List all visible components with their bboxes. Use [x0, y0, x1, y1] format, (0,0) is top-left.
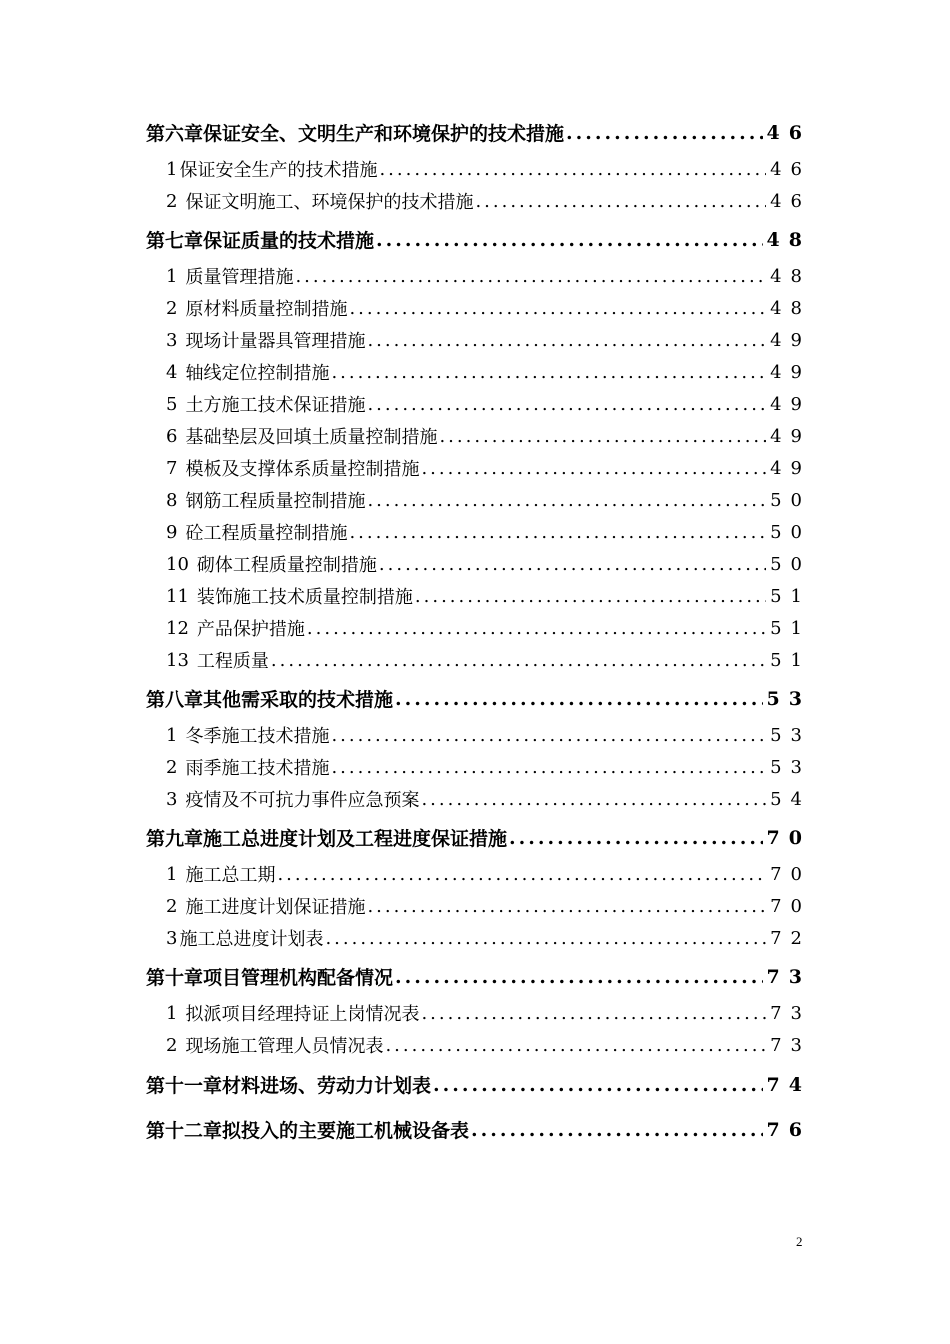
dot-leader	[385, 1035, 766, 1056]
toc-chapter-9[interactable]	[146, 817, 811, 858]
dot-leader	[307, 618, 766, 639]
chapter-page: 76	[766, 1118, 811, 1141]
section-title: 钢筋工程质量控制措施	[185, 491, 366, 512]
section-page: 50	[770, 521, 811, 543]
toc-section[interactable]	[146, 292, 811, 324]
toc-chapter-6[interactable]	[146, 112, 811, 153]
section-number: 7	[166, 457, 178, 479]
dot-leader	[271, 650, 766, 671]
section-number: 3	[166, 788, 178, 810]
section-page: 49	[770, 361, 811, 383]
section-page: 46	[770, 158, 811, 180]
dot-leader	[367, 490, 766, 511]
section-page: 54	[770, 788, 811, 810]
dot-leader	[367, 394, 766, 415]
section-number: 2	[166, 297, 178, 319]
section-number: 5	[166, 393, 178, 415]
toc-chapter-7[interactable]	[146, 219, 811, 260]
section-title: 工程质量	[196, 651, 269, 672]
section-title: 保证安全生产的技术措施	[179, 160, 378, 181]
chapter-title: 施工总进度计划及工程进度保证措施	[203, 828, 508, 850]
chapter-number: 第十一章	[146, 1075, 223, 1097]
toc-section[interactable]	[146, 153, 811, 185]
dot-leader	[395, 688, 763, 710]
toc-section[interactable]	[146, 185, 811, 217]
section-page: 51	[770, 617, 811, 639]
section-number: 1	[166, 863, 178, 885]
toc-section[interactable]	[146, 751, 811, 783]
section-title: 基础垫层及回填土质量控制措施	[185, 427, 438, 448]
section-number: 3	[166, 927, 178, 949]
section-title: 现场计量器具管理措施	[185, 331, 366, 352]
section-number: 1	[166, 158, 178, 180]
dot-leader	[509, 827, 763, 849]
toc-section[interactable]	[146, 644, 811, 676]
section-title: 拟派项目经理持证上岗情况表	[185, 1004, 420, 1025]
chapter-title: 拟投入的主要施工机械设备表	[222, 1120, 470, 1142]
section-page: 50	[770, 489, 811, 511]
dot-leader	[433, 1074, 763, 1096]
toc-section[interactable]	[146, 388, 811, 420]
dot-leader	[376, 229, 763, 251]
section-title: 施工总工期	[185, 865, 276, 886]
table-of-contents	[146, 112, 811, 1151]
section-number: 4	[166, 361, 178, 383]
dot-leader	[566, 122, 763, 144]
section-page: 73	[770, 1002, 811, 1024]
chapter-page: 53	[766, 687, 811, 710]
dot-leader	[295, 266, 766, 287]
toc-section[interactable]	[146, 719, 811, 751]
section-page: 48	[770, 265, 811, 287]
section-title: 雨季施工技术措施	[185, 758, 330, 779]
toc-section[interactable]	[146, 580, 811, 612]
section-title: 土方施工技术保证措施	[185, 395, 366, 416]
dot-leader	[367, 896, 766, 917]
section-page: 49	[770, 393, 811, 415]
section-title: 砼工程质量控制措施	[185, 523, 348, 544]
section-number: 12	[166, 617, 189, 639]
toc-section[interactable]	[146, 452, 811, 484]
section-number: 2	[166, 190, 178, 212]
section-title: 冬季施工技术措施	[185, 726, 330, 747]
chapter-number: 第六章	[146, 123, 204, 145]
toc-section[interactable]	[146, 1029, 811, 1061]
dot-leader	[421, 789, 766, 810]
dot-leader	[475, 191, 766, 212]
section-title: 轴线定位控制措施	[185, 363, 330, 384]
toc-section[interactable]	[146, 548, 811, 580]
dot-leader	[379, 554, 766, 575]
chapter-title: 保证质量的技术措施	[203, 230, 375, 252]
section-number: 6	[166, 425, 178, 447]
toc-section[interactable]	[146, 922, 811, 954]
section-page: 46	[770, 190, 811, 212]
section-title: 施工进度计划保证措施	[185, 897, 366, 918]
toc-chapter-8[interactable]	[146, 678, 811, 719]
section-number: 1	[166, 1002, 178, 1024]
section-title: 产品保护措施	[196, 619, 305, 640]
toc-section[interactable]	[146, 997, 811, 1029]
section-number: 13	[166, 649, 189, 671]
chapter-number: 第十章	[146, 967, 204, 989]
toc-section[interactable]	[146, 890, 811, 922]
chapter-title: 项目管理机构配备情况	[203, 967, 394, 989]
chapter-page: 70	[766, 826, 811, 849]
section-page: 51	[770, 649, 811, 671]
section-title: 疫情及不可抗力事件应急预案	[185, 790, 420, 811]
chapter-title: 材料进场、劳动力计划表	[222, 1075, 432, 1097]
toc-section[interactable]	[146, 356, 811, 388]
section-title: 模板及支撑体系质量控制措施	[185, 459, 420, 480]
dot-leader	[379, 159, 766, 180]
chapter-page: 48	[766, 228, 811, 251]
toc-section[interactable]	[146, 516, 811, 548]
dot-leader	[349, 298, 766, 319]
toc-chapter-12[interactable]	[146, 1108, 811, 1151]
chapter-number: 第九章	[146, 828, 204, 850]
section-number: 1	[166, 724, 178, 746]
dot-leader	[349, 522, 766, 543]
section-number: 2	[166, 1034, 178, 1056]
toc-section[interactable]	[146, 420, 811, 452]
dot-leader	[395, 966, 763, 988]
dot-leader	[421, 458, 766, 479]
dot-leader	[421, 1003, 766, 1024]
toc-chapter-11[interactable]	[146, 1063, 811, 1106]
dot-leader	[331, 725, 766, 746]
chapter-page: 46	[766, 121, 811, 144]
section-number: 9	[166, 521, 178, 543]
page-number: 2	[796, 1234, 803, 1249]
dot-leader	[471, 1119, 763, 1141]
toc-section[interactable]	[146, 484, 811, 516]
chapter-title: 其他需采取的技术措施	[203, 689, 394, 711]
section-number: 10	[166, 553, 189, 575]
section-number: 8	[166, 489, 178, 511]
section-title: 现场施工管理人员情况表	[185, 1036, 384, 1057]
dot-leader	[367, 330, 766, 351]
section-page: 48	[770, 297, 811, 319]
dot-leader	[439, 426, 766, 447]
section-page: 51	[770, 585, 811, 607]
toc-section[interactable]	[146, 324, 811, 356]
chapter-title: 保证安全、文明生产和环境保护的技术措施	[203, 123, 565, 145]
section-title: 原材料质量控制措施	[185, 299, 348, 320]
chapter-number: 第七章	[146, 230, 204, 252]
section-page: 73	[770, 1034, 811, 1056]
section-title: 质量管理措施	[185, 267, 294, 288]
section-number: 2	[166, 895, 178, 917]
section-page: 49	[770, 425, 811, 447]
section-number: 11	[166, 585, 189, 607]
chapter-page: 74	[766, 1073, 811, 1096]
section-title: 施工总进度计划表	[179, 929, 324, 950]
toc-section[interactable]	[146, 612, 811, 644]
section-number: 3	[166, 329, 178, 351]
section-page: 53	[770, 724, 811, 746]
section-title: 保证文明施工、环境保护的技术措施	[185, 192, 474, 213]
section-page: 53	[770, 756, 811, 778]
toc-section[interactable]	[146, 260, 811, 292]
toc-section[interactable]	[146, 783, 811, 815]
chapter-page: 73	[766, 965, 811, 988]
chapter-number: 第八章	[146, 689, 204, 711]
section-page: 49	[770, 329, 811, 351]
dot-leader	[325, 928, 766, 949]
section-page: 70	[770, 895, 811, 917]
dot-leader	[331, 362, 766, 383]
section-number: 2	[166, 756, 178, 778]
section-page: 50	[770, 553, 811, 575]
section-page: 70	[770, 863, 811, 885]
dot-leader	[415, 586, 766, 607]
section-number: 1	[166, 265, 178, 287]
dot-leader	[277, 864, 766, 885]
toc-chapter-10[interactable]	[146, 956, 811, 997]
section-page: 72	[770, 927, 811, 949]
section-title: 装饰施工技术质量控制措施	[196, 587, 413, 608]
dot-leader	[331, 757, 766, 778]
toc-section[interactable]	[146, 858, 811, 890]
chapter-number: 第十二章	[146, 1120, 223, 1142]
section-page: 49	[770, 457, 811, 479]
section-title: 砌体工程质量控制措施	[196, 555, 377, 576]
